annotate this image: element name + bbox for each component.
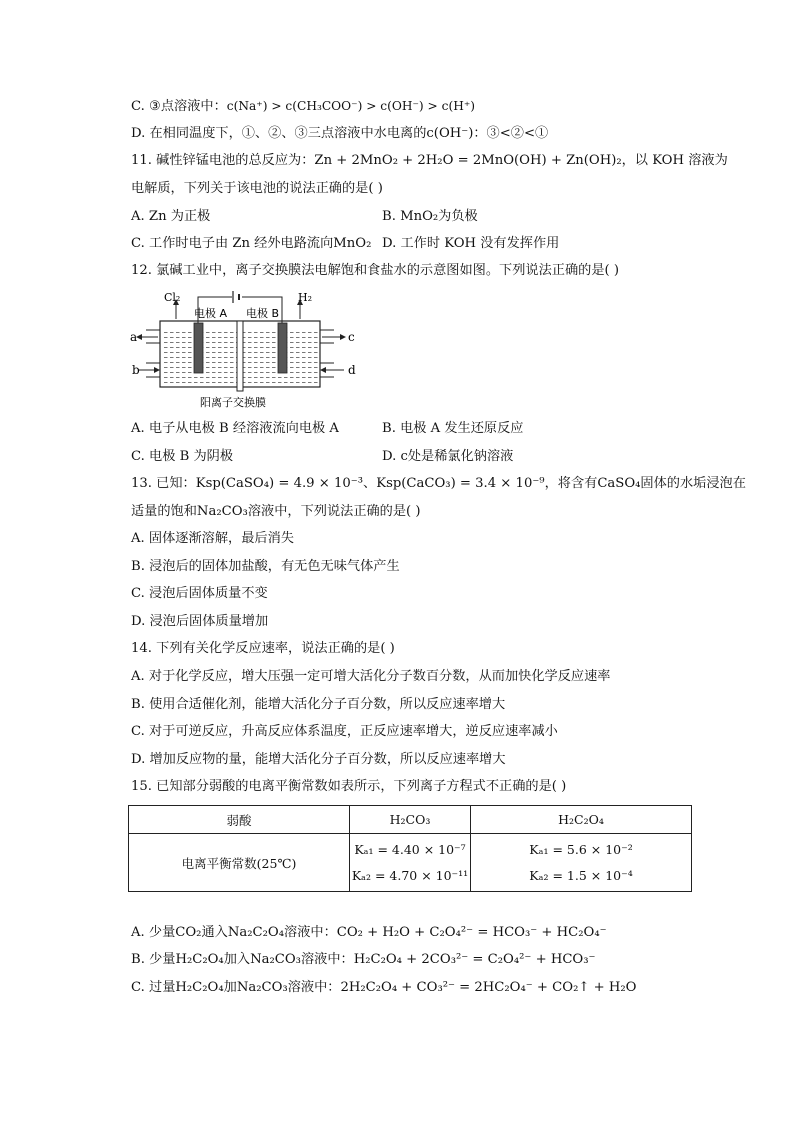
q11-stem-line2: 电解质，下列关于该电池的说法正确的是( ) — [131, 181, 383, 196]
q13-option-b: B. 浸泡后的固体加盐酸，有无色无味气体产生 — [131, 559, 400, 574]
diagram-label-electrode-b: 电极 B — [246, 307, 280, 320]
table-cell-h2co3 — [350, 834, 471, 892]
q10-option-c: C. ③点溶液中：c(Na⁺) > c(CH₃COO⁻) > c(OH⁻) > c(H⁺) — [131, 99, 476, 114]
q14-option-c: C. 对于可逆反应，升高反应体系温度，正反应速率增大，逆反应速率减小 — [131, 724, 558, 739]
table-row-label: 电离平衡常数(25℃) — [129, 834, 350, 892]
electrolysis-cell-diagram — [128, 285, 358, 415]
q11-option-b: B. MnO₂为负极 — [382, 209, 478, 224]
table-cell-h2c2o4 — [471, 834, 692, 892]
diagram-label-d: d — [348, 363, 356, 377]
ionization-constant-table — [128, 805, 692, 892]
q13-option-d: D. 浸泡后固体质量增加 — [131, 614, 269, 629]
q15-option-c: C. 过量H₂C₂O₄加Na₂CO₃溶液中：2H₂C₂O₄ + CO₃²⁻ = 2HC₂O₄⁻ + CO₂↑ + H₂O — [131, 980, 637, 995]
h2co3-ka1: Kₐ₁ = 4.40 × 10⁻⁷ — [354, 841, 466, 857]
diagram-label-a: a — [130, 330, 138, 344]
q15-stem: 15. 已知部分弱酸的电离平衡常数如表所示，下列离子方程式不正确的是( ) — [131, 779, 567, 794]
q12-option-a: A. 电子从电极 B 经溶液流向电极 A — [131, 421, 339, 436]
table-header-h2co3: H₂CO₃ — [350, 806, 471, 834]
q10-option-c-formula: c(Na⁺) > c(CH₃COO⁻) > c(OH⁻) > c(H⁺) — [226, 99, 476, 113]
q15-option-b: B. 少量H₂C₂O₄加入Na₂CO₃溶液中：H₂C₂O₄ + 2CO₃²⁻ = C₂O₄²⁻ + HCO₃⁻ — [131, 952, 596, 967]
diagram-label-membrane: 阳离子交换膜 — [200, 396, 266, 409]
table-header-row — [129, 806, 692, 834]
diagram-label-h2: H₂ — [298, 291, 313, 304]
q12-option-d: D. c处是稀氯化钠溶液 — [382, 449, 514, 464]
diagram-label-electrode-a: 电极 A — [194, 307, 228, 320]
q15-option-a: A. 少量CO₂通入Na₂C₂O₄溶液中：CO₂ + H₂O + C₂O₄²⁻ = HCO₃⁻ + HC₂O₄⁻ — [131, 925, 607, 940]
table-row — [129, 834, 692, 892]
table-header-h2c2o4: H₂C₂O₄ — [471, 806, 692, 834]
q11-option-c: C. 工作时电子由 Zn 经外电路流向MnO₂ — [131, 236, 372, 251]
q12-option-b: B. 电极 A 发生还原反应 — [382, 421, 524, 436]
diagram-label-b: b — [132, 363, 140, 377]
q14-stem: 14. 下列有关化学反应速率，说法正确的是( ) — [131, 641, 395, 656]
q14-option-b: B. 使用合适催化剂，能增大活化分子百分数，所以反应速率增大 — [131, 697, 506, 712]
h2co3-ka2: Kₐ₂ = 4.70 × 10⁻¹¹ — [351, 867, 469, 883]
q12-option-c: C. 电极 B 为阴极 — [131, 449, 234, 464]
q11-stem-line1: 11. 碱性锌锰电池的总反应为：Zn + 2MnO₂ + 2H₂O = 2MnO(OH) + Zn(OH)₂，以 KOH 溶液为 — [131, 153, 728, 168]
diagram-label-cl2: Cl₂ — [164, 291, 181, 304]
h2c2o4-ka2: Kₐ₂ = 1.5 × 10⁻⁴ — [529, 867, 633, 883]
q11-option-d: D. 工作时 KOH 没有发挥作用 — [382, 236, 560, 251]
q12-stem: 12. 氯碱工业中，离子交换膜法电解饱和食盐水的示意图如图。下列说法正确的是( ) — [131, 263, 620, 278]
table-header-acid: 弱酸 — [129, 806, 350, 834]
q13-option-a: A. 固体逐渐溶解，最后消失 — [131, 531, 294, 546]
diagram-label-c: c — [348, 330, 355, 344]
h2c2o4-ka1: Kₐ₁ = 5.6 × 10⁻² — [529, 841, 633, 857]
q13-option-c: C. 浸泡后固体质量不变 — [131, 586, 268, 601]
q14-option-d: D. 增加反应物的量，能增大活化分子百分数，所以反应速率增大 — [131, 752, 506, 767]
q11-option-a: A. Zn 为正极 — [131, 209, 211, 224]
q14-option-a: A. 对于化学反应，增大压强一定可增大活化分子数百分数，从而加快化学反应速率 — [131, 669, 611, 684]
q13-stem-line1: 13. 已知：Ksp(CaSO₄) = 4.9 × 10⁻³、Ksp(CaCO₃) = 3.4 × 10⁻⁹，将含有CaSO₄固体的水垢浸泡在 — [131, 476, 746, 491]
q10-option-d: D. 在相同温度下，①、②、③三点溶液中水电离的c(OH⁻)：③<②<① — [131, 126, 549, 141]
q13-stem-line2: 适量的饱和Na₂CO₃溶液中，下列说法正确的是( ) — [131, 504, 421, 519]
